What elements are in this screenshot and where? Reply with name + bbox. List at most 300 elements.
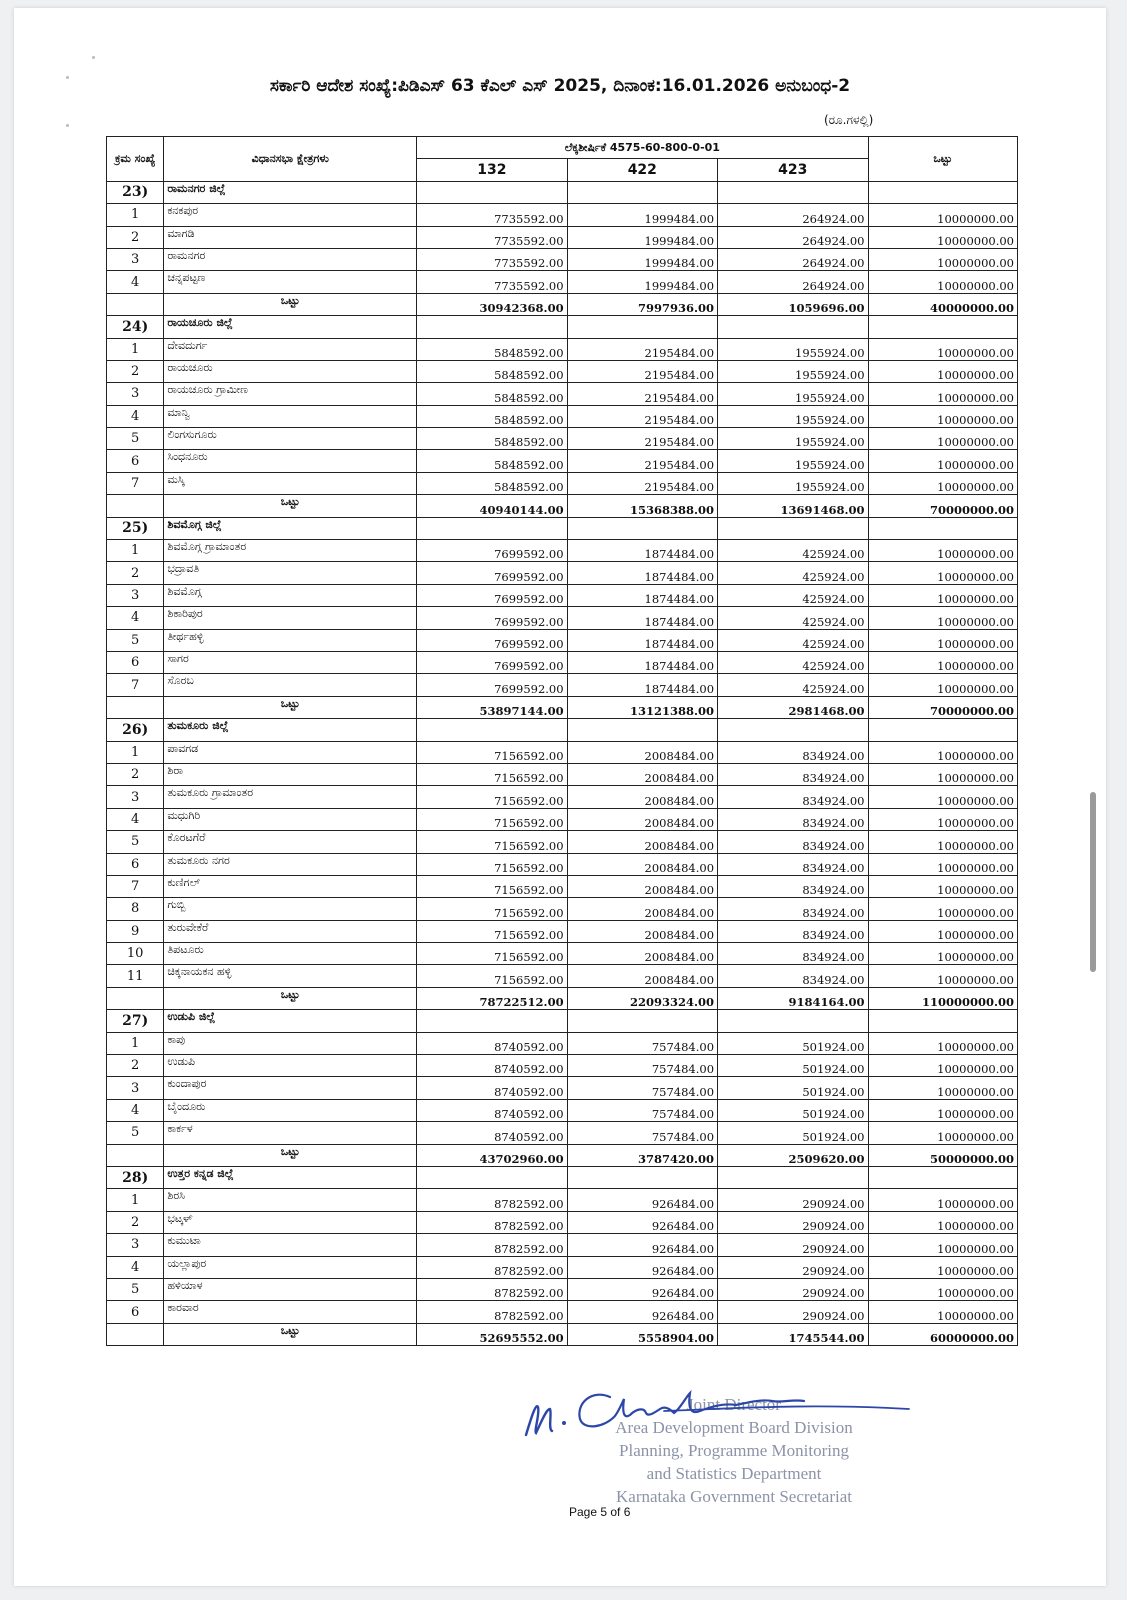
amount-422: 2008484.00: [567, 898, 717, 920]
amount-422: 926484.00: [567, 1211, 717, 1233]
row-sno: 4: [107, 808, 164, 830]
header-constituency: ವಿಧಾನಸಭಾ ಕ್ಷೇತ್ರಗಳು: [164, 137, 417, 182]
constituency-name: ಯಲ್ಲಾಪುರ: [164, 1256, 417, 1278]
amount-422: 1874484.00: [567, 540, 717, 562]
stamp-line: Planning, Programme Monitoring: [619, 1441, 849, 1460]
amount-422: 926484.00: [567, 1278, 717, 1300]
constituency-name: ಗುಬ್ಬಿ: [164, 898, 417, 920]
table-row: [107, 1122, 1018, 1144]
row-total: 10000000.00: [868, 674, 1017, 696]
row-sno: 10: [107, 943, 164, 965]
constituency-name: ಮಧುಗಿರಿ: [164, 808, 417, 830]
empty-cell: [718, 719, 868, 741]
total-132: 43702960.00: [417, 1144, 567, 1166]
constituency-name: ಭಟ್ಕಳ್: [164, 1211, 417, 1233]
amount-132: 8782592.00: [417, 1234, 567, 1256]
row-sno: 6: [107, 853, 164, 875]
table-row: [107, 763, 1018, 785]
empty-cell: [718, 181, 868, 203]
district-header-row: [107, 181, 1018, 203]
total-132: 40940144.00: [417, 495, 567, 517]
constituency-name: ರಾಯಚೂರು: [164, 360, 417, 382]
table-row: [107, 943, 1018, 965]
row-sno: 2: [107, 1211, 164, 1233]
constituency-name: ಚಿಕ್ಕನಾಯಕನ ಹಳ್ಳಿ: [164, 965, 417, 987]
row-sno: 6: [107, 651, 164, 673]
row-sno: 3: [107, 383, 164, 405]
total-423: 9184164.00: [718, 987, 868, 1009]
empty-cell: [567, 1166, 717, 1188]
row-total: 10000000.00: [868, 1122, 1017, 1144]
district-total-row: [107, 495, 1018, 517]
amount-423: 1955924.00: [718, 360, 868, 382]
row-sno: 2: [107, 1055, 164, 1077]
amount-423: 1955924.00: [718, 338, 868, 360]
total-422: 13121388.00: [567, 696, 717, 718]
row-total: 10000000.00: [868, 875, 1017, 897]
total-label: ಒಟ್ಟು: [164, 987, 417, 1009]
constituency-name: ಮಸ್ಕಿ: [164, 472, 417, 494]
signature-block: [514, 1373, 934, 1553]
empty-cell: [107, 293, 164, 315]
amount-422: 2008484.00: [567, 808, 717, 830]
constituency-name: ಕೊರಟಗೆರೆ: [164, 831, 417, 853]
row-total: 10000000.00: [868, 943, 1017, 965]
order-title: ಸರ್ಕಾರಿ ಆದೇಶ ಸಂಖ್ಯೆ:ಪಿಡಿಎಸ್ 63 ಕೆಎಲ್ ಎಸ್ 2025, ದಿನಾಂಕ:16.01.2026 ಅನುಬಂಧ-2: [269, 76, 851, 96]
district-name: ಶಿವಮೊಗ್ಗ ಜಿಲ್ಲೆ: [164, 517, 417, 539]
grand-total: 40000000.00: [868, 293, 1017, 315]
constituency-name: ಕಾರವಾರ: [164, 1301, 417, 1323]
amount-422: 2008484.00: [567, 831, 717, 853]
amount-422: 2195484.00: [567, 360, 717, 382]
amount-132: 7156592.00: [417, 875, 567, 897]
district-number: 28): [107, 1166, 164, 1188]
amount-422: 926484.00: [567, 1189, 717, 1211]
empty-cell: [868, 316, 1017, 338]
row-total: 10000000.00: [868, 763, 1017, 785]
row-total: 10000000.00: [868, 226, 1017, 248]
empty-cell: [567, 517, 717, 539]
constituency-name: ತುಮಕೂರು ಗ್ರಾಮಾಂತರ: [164, 786, 417, 808]
amount-132: 5848592.00: [417, 360, 567, 382]
amount-423: 501924.00: [718, 1077, 868, 1099]
row-sno: 3: [107, 584, 164, 606]
amount-423: 834924.00: [718, 831, 868, 853]
row-total: 10000000.00: [868, 1278, 1017, 1300]
empty-cell: [107, 495, 164, 517]
table-row: [107, 360, 1018, 382]
amount-423: 425924.00: [718, 651, 868, 673]
empty-cell: [567, 719, 717, 741]
grand-total: 50000000.00: [868, 1144, 1017, 1166]
row-total: 10000000.00: [868, 1099, 1017, 1121]
amount-422: 757484.00: [567, 1122, 717, 1144]
row-total: 10000000.00: [868, 651, 1017, 673]
scan-speck: [66, 76, 69, 79]
district-total-row: [107, 696, 1018, 718]
amount-422: 2195484.00: [567, 472, 717, 494]
amount-423: 1955924.00: [718, 428, 868, 450]
table-row: [107, 1189, 1018, 1211]
empty-cell: [718, 1010, 868, 1032]
amount-422: 2195484.00: [567, 428, 717, 450]
amount-422: 2008484.00: [567, 920, 717, 942]
amount-423: 425924.00: [718, 674, 868, 696]
amount-132: 7699592.00: [417, 540, 567, 562]
row-total: 10000000.00: [868, 920, 1017, 942]
amount-132: 7156592.00: [417, 831, 567, 853]
row-total: 10000000.00: [868, 1055, 1017, 1077]
total-423: 2509620.00: [718, 1144, 868, 1166]
table-row: [107, 1077, 1018, 1099]
district-total-row: [107, 293, 1018, 315]
amount-132: 8740592.00: [417, 1032, 567, 1054]
amount-423: 264924.00: [718, 248, 868, 270]
table-row: [107, 450, 1018, 472]
amount-423: 1955924.00: [718, 450, 868, 472]
row-total: 10000000.00: [868, 1234, 1017, 1256]
amount-423: 834924.00: [718, 898, 868, 920]
amount-132: 7156592.00: [417, 965, 567, 987]
constituency-name: ಹಳಿಯಾಳ: [164, 1278, 417, 1300]
total-423: 2981468.00: [718, 696, 868, 718]
amount-422: 1874484.00: [567, 562, 717, 584]
grand-total: 110000000.00: [868, 987, 1017, 1009]
amount-423: 501924.00: [718, 1099, 868, 1121]
amount-422: 1999484.00: [567, 271, 717, 293]
amount-132: 5848592.00: [417, 450, 567, 472]
row-sno: 3: [107, 1234, 164, 1256]
district-header-row: [107, 1166, 1018, 1188]
constituency-name: ಕುಮುಟಾ: [164, 1234, 417, 1256]
row-sno: 8: [107, 898, 164, 920]
constituency-name: ತುರುವೇಕೆರೆ: [164, 920, 417, 942]
amount-422: 1999484.00: [567, 226, 717, 248]
table-row: [107, 248, 1018, 270]
row-total: 10000000.00: [868, 808, 1017, 830]
grand-total: 60000000.00: [868, 1323, 1017, 1345]
table-row: [107, 786, 1018, 808]
amount-132: 8782592.00: [417, 1189, 567, 1211]
amount-132: 7156592.00: [417, 763, 567, 785]
table-row: [107, 1278, 1018, 1300]
total-label: ಒಟ್ಟು: [164, 1144, 417, 1166]
grand-total: 70000000.00: [868, 696, 1017, 718]
row-sno: 11: [107, 965, 164, 987]
table-row: [107, 853, 1018, 875]
amount-132: 7156592.00: [417, 920, 567, 942]
grand-total: 70000000.00: [868, 495, 1017, 517]
amount-132: 7735592.00: [417, 226, 567, 248]
amount-423: 501924.00: [718, 1055, 868, 1077]
total-label: ಒಟ್ಟು: [164, 696, 417, 718]
row-sno: 1: [107, 1189, 164, 1211]
row-total: 10000000.00: [868, 629, 1017, 651]
amount-132: 8740592.00: [417, 1077, 567, 1099]
amount-423: 425924.00: [718, 540, 868, 562]
row-total: 10000000.00: [868, 428, 1017, 450]
constituency-name: ರಾಯಚೂರು ಗ್ರಾಮೀಣ: [164, 383, 417, 405]
handwritten-signature: [514, 1373, 934, 1463]
constituency-name: ಪಾವಗಡ: [164, 741, 417, 763]
empty-cell: [868, 181, 1017, 203]
empty-cell: [718, 517, 868, 539]
row-total: 10000000.00: [868, 607, 1017, 629]
amount-132: 7735592.00: [417, 204, 567, 226]
empty-cell: [107, 987, 164, 1009]
table-row: [107, 540, 1018, 562]
amount-423: 834924.00: [718, 943, 868, 965]
table-row: [107, 607, 1018, 629]
row-sno: 2: [107, 360, 164, 382]
amount-132: 7699592.00: [417, 562, 567, 584]
amount-132: 7699592.00: [417, 607, 567, 629]
row-sno: 3: [107, 248, 164, 270]
amount-423: 501924.00: [718, 1032, 868, 1054]
row-total: 10000000.00: [868, 1301, 1017, 1323]
amount-423: 290924.00: [718, 1189, 868, 1211]
amount-422: 2008484.00: [567, 741, 717, 763]
row-sno: 5: [107, 629, 164, 651]
table-row: [107, 1234, 1018, 1256]
header-sno: ಕ್ರಮ ಸಂಖ್ಯೆ: [107, 137, 164, 182]
amount-423: 1955924.00: [718, 383, 868, 405]
empty-cell: [417, 181, 567, 203]
amount-132: 7156592.00: [417, 853, 567, 875]
amount-132: 7735592.00: [417, 248, 567, 270]
district-name: ರಾಯಚೂರು ಜಿಲ್ಲೆ: [164, 316, 417, 338]
amount-132: 8782592.00: [417, 1301, 567, 1323]
amount-422: 2195484.00: [567, 338, 717, 360]
table-row: [107, 1301, 1018, 1323]
constituency-name: ತಿಪಟೂರು: [164, 943, 417, 965]
table-row: [107, 965, 1018, 987]
amount-423: 834924.00: [718, 875, 868, 897]
district-number: 23): [107, 181, 164, 203]
stamp-line: and Statistics Department: [646, 1464, 822, 1483]
row-sno: 7: [107, 674, 164, 696]
amount-422: 1874484.00: [567, 584, 717, 606]
row-sno: 3: [107, 786, 164, 808]
scan-speck: [66, 124, 69, 127]
district-name: ಉಡುಪಿ ಜಿಲ್ಲೆ: [164, 1010, 417, 1032]
table-row: [107, 741, 1018, 763]
amount-422: 757484.00: [567, 1099, 717, 1121]
amount-423: 834924.00: [718, 808, 868, 830]
row-sno: 1: [107, 1032, 164, 1054]
table-row: [107, 629, 1018, 651]
empty-cell: [868, 1010, 1017, 1032]
page-number: Page 5 of 6: [569, 1505, 631, 1519]
district-name: ರಾಮನಗರ ಜಿಲ್ಲೆ: [164, 181, 417, 203]
amount-132: 7699592.00: [417, 629, 567, 651]
empty-cell: [718, 1166, 868, 1188]
vertical-scrollbar[interactable]: [1090, 792, 1096, 972]
amount-132: 7156592.00: [417, 786, 567, 808]
total-422: 22093324.00: [567, 987, 717, 1009]
row-total: 10000000.00: [868, 472, 1017, 494]
table-row: [107, 204, 1018, 226]
table-row: [107, 1256, 1018, 1278]
total-423: 1059696.00: [718, 293, 868, 315]
constituency-name: ಶಿವಮೊಗ್ಗ ಗ್ರಾಮಾಂತರ: [164, 540, 417, 562]
table-row: [107, 405, 1018, 427]
district-number: 26): [107, 719, 164, 741]
row-total: 10000000.00: [868, 360, 1017, 382]
amount-132: 7699592.00: [417, 584, 567, 606]
amount-423: 834924.00: [718, 786, 868, 808]
row-sno: 5: [107, 831, 164, 853]
amount-423: 425924.00: [718, 629, 868, 651]
amount-423: 834924.00: [718, 741, 868, 763]
empty-cell: [567, 181, 717, 203]
constituency-name: ಮಾನ್ವಿ: [164, 405, 417, 427]
row-sno: 3: [107, 1077, 164, 1099]
row-sno: 4: [107, 405, 164, 427]
constituency-name: ಬೈಂದೂರು: [164, 1099, 417, 1121]
amount-423: 1955924.00: [718, 472, 868, 494]
empty-cell: [417, 1010, 567, 1032]
constituency-name: ಕನಕಪುರ: [164, 204, 417, 226]
total-132: 52695552.00: [417, 1323, 567, 1345]
table-row: [107, 674, 1018, 696]
row-sno: 6: [107, 450, 164, 472]
document-page: [14, 8, 1106, 1586]
amount-422: 926484.00: [567, 1256, 717, 1278]
row-sno: 6: [107, 1301, 164, 1323]
constituency-name: ಸಾಗರ: [164, 651, 417, 673]
constituency-name: ಸಿಂಧನೂರು: [164, 450, 417, 472]
constituency-name: ಚನ್ನಪಟ್ಟಣ: [164, 271, 417, 293]
amount-132: 7699592.00: [417, 674, 567, 696]
amount-132: 8740592.00: [417, 1122, 567, 1144]
amount-422: 1999484.00: [567, 248, 717, 270]
row-sno: 1: [107, 540, 164, 562]
amount-422: 2008484.00: [567, 786, 717, 808]
row-total: 10000000.00: [868, 1189, 1017, 1211]
amount-423: 425924.00: [718, 562, 868, 584]
district-total-row: [107, 1323, 1018, 1345]
empty-cell: [567, 1010, 717, 1032]
amount-132: 7156592.00: [417, 741, 567, 763]
empty-cell: [567, 316, 717, 338]
header-sub-423: 423: [718, 159, 868, 181]
row-sno: 2: [107, 562, 164, 584]
district-name: ಉತ್ತರ ಕನ್ನಡ ಜಿಲ್ಲೆ: [164, 1166, 417, 1188]
constituency-name: ಸೊರಬ: [164, 674, 417, 696]
amount-422: 757484.00: [567, 1055, 717, 1077]
row-total: 10000000.00: [868, 540, 1017, 562]
total-422: 15368388.00: [567, 495, 717, 517]
constituency-name: ಶಿರಸಿ: [164, 1189, 417, 1211]
amount-423: 264924.00: [718, 226, 868, 248]
amount-422: 2195484.00: [567, 450, 717, 472]
district-number: 24): [107, 316, 164, 338]
empty-cell: [718, 316, 868, 338]
amount-423: 834924.00: [718, 965, 868, 987]
row-total: 10000000.00: [868, 1032, 1017, 1054]
table-row: [107, 428, 1018, 450]
table-row: [107, 562, 1018, 584]
district-number: 27): [107, 1010, 164, 1032]
amount-423: 1955924.00: [718, 405, 868, 427]
amount-132: 5848592.00: [417, 428, 567, 450]
constituency-name: ಉಡುಪಿ: [164, 1055, 417, 1077]
total-423: 1745544.00: [718, 1323, 868, 1345]
table-row: [107, 920, 1018, 942]
row-total: 10000000.00: [868, 405, 1017, 427]
row-total: 10000000.00: [868, 1211, 1017, 1233]
row-total: 10000000.00: [868, 338, 1017, 360]
row-total: 10000000.00: [868, 898, 1017, 920]
district-header-row: [107, 517, 1018, 539]
table-body: [107, 181, 1018, 1345]
amount-422: 2008484.00: [567, 875, 717, 897]
row-total: 10000000.00: [868, 450, 1017, 472]
table-row: [107, 651, 1018, 673]
constituency-name: ಕುಣಿಗಲ್: [164, 875, 417, 897]
row-total: 10000000.00: [868, 562, 1017, 584]
total-132: 78722512.00: [417, 987, 567, 1009]
total-label: ಒಟ್ಟು: [164, 293, 417, 315]
amount-423: 264924.00: [718, 271, 868, 293]
table-row: [107, 1099, 1018, 1121]
amount-132: 8782592.00: [417, 1278, 567, 1300]
row-sno: 7: [107, 472, 164, 494]
row-total: 10000000.00: [868, 204, 1017, 226]
constituency-name: ಭದ್ರಾವತಿ: [164, 562, 417, 584]
constituency-name: ರಾಮನಗರ: [164, 248, 417, 270]
row-total: 10000000.00: [868, 741, 1017, 763]
amount-422: 2195484.00: [567, 383, 717, 405]
amount-422: 2008484.00: [567, 943, 717, 965]
row-total: 10000000.00: [868, 853, 1017, 875]
table-row: [107, 1055, 1018, 1077]
header-head-of-account: ಲೆಕ್ಕಶೀರ್ಷಿಕೆ 4575-60-800-0-01: [417, 137, 868, 159]
scan-speck: [92, 56, 95, 59]
row-sno: 1: [107, 338, 164, 360]
row-sno: 4: [107, 271, 164, 293]
total-422: 5558904.00: [567, 1323, 717, 1345]
district-header-row: [107, 1010, 1018, 1032]
amount-132: 5848592.00: [417, 472, 567, 494]
amount-422: 757484.00: [567, 1077, 717, 1099]
empty-cell: [417, 719, 567, 741]
table-row: [107, 875, 1018, 897]
amount-423: 501924.00: [718, 1122, 868, 1144]
table-row: [107, 584, 1018, 606]
allocation-table: [106, 136, 1018, 1346]
row-total: 10000000.00: [868, 248, 1017, 270]
constituency-name: ಮಾಗಡಿ: [164, 226, 417, 248]
row-sno: 1: [107, 204, 164, 226]
empty-cell: [868, 517, 1017, 539]
table-row: [107, 472, 1018, 494]
empty-cell: [107, 696, 164, 718]
empty-cell: [417, 517, 567, 539]
empty-cell: [107, 1144, 164, 1166]
table-row: [107, 271, 1018, 293]
amount-422: 926484.00: [567, 1234, 717, 1256]
row-sno: 5: [107, 428, 164, 450]
amount-423: 290924.00: [718, 1234, 868, 1256]
amount-423: 290924.00: [718, 1211, 868, 1233]
stamp-line: Area Development Board Division: [615, 1418, 853, 1437]
constituency-name: ತೀರ್ಥಹಳ್ಳಿ: [164, 629, 417, 651]
total-422: 3787420.00: [567, 1144, 717, 1166]
amount-422: 757484.00: [567, 1032, 717, 1054]
amount-422: 1874484.00: [567, 629, 717, 651]
